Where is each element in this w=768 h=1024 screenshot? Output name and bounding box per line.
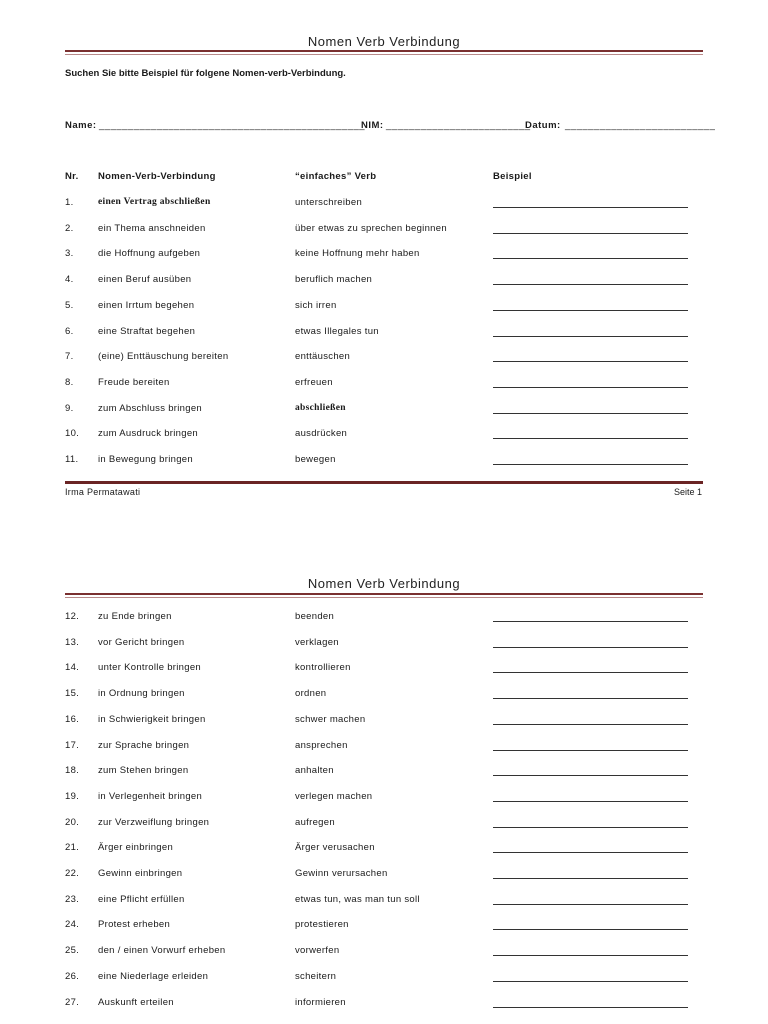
- row-number: 8.: [65, 376, 74, 388]
- row-number: 14.: [65, 662, 80, 674]
- nomen-verb-cell: unter Kontrolle bringen: [98, 662, 202, 674]
- row-number: 11.: [65, 454, 79, 465]
- row-number: 9.: [65, 402, 74, 414]
- title-rule: [65, 50, 703, 55]
- einfaches-verb-cell: scheitern: [295, 970, 337, 982]
- table-row: [0, 611, 768, 627]
- table-row: [0, 765, 768, 781]
- name-field[interactable]: ______________________________________________: [99, 120, 366, 131]
- nomen-verb-cell: in Verlegenheit bringen: [98, 790, 203, 802]
- beispiel-answer-line[interactable]: [493, 698, 688, 699]
- beispiel-answer-line[interactable]: [493, 361, 688, 362]
- einfaches-verb-cell: bewegen: [295, 454, 336, 465]
- einfaches-verb-cell: unterschreiben: [295, 197, 363, 208]
- einfaches-verb-cell: kontrollieren: [295, 662, 351, 674]
- nomen-verb-cell: eine Straftat begehen: [98, 325, 196, 337]
- table-row: [0, 997, 768, 1013]
- beispiel-answer-line[interactable]: [493, 284, 688, 285]
- datum-label: Datum:: [525, 120, 561, 131]
- beispiel-answer-line[interactable]: [493, 621, 688, 622]
- beispiel-answer-line[interactable]: [493, 955, 688, 956]
- einfaches-verb-cell: beenden: [295, 611, 335, 622]
- beispiel-answer-line[interactable]: [493, 775, 688, 776]
- nomen-verb-cell: in Bewegung bringen: [98, 454, 193, 465]
- nomen-verb-cell: Freude bereiten: [98, 376, 170, 388]
- table-row: [0, 351, 768, 367]
- row-number: 24.: [65, 919, 80, 931]
- einfaches-verb-cell: Gewinn verursachen: [295, 868, 388, 879]
- page-title: Nomen Verb Verbindung: [307, 34, 461, 49]
- beispiel-answer-line[interactable]: [493, 750, 688, 751]
- table-row: [0, 740, 768, 756]
- table-row: [0, 842, 768, 858]
- einfaches-verb-cell: über etwas zu sprechen beginnen: [295, 222, 447, 234]
- header-nomen-verb: Nomen-Verb-Verbindung: [98, 171, 216, 182]
- einfaches-verb-cell: ausdrücken: [295, 428, 348, 440]
- footer-page-number: Seite 1: [673, 487, 702, 497]
- row-number: 18.: [65, 765, 80, 777]
- nomen-verb-cell: Protest erheben: [98, 919, 171, 931]
- einfaches-verb-cell: sich irren: [295, 299, 337, 311]
- footer-author: Irma Permatawati: [65, 487, 141, 497]
- table-row: [0, 326, 768, 342]
- row-number: 6.: [65, 325, 74, 337]
- table-row: [0, 945, 768, 961]
- beispiel-answer-line[interactable]: [493, 852, 688, 853]
- beispiel-answer-line[interactable]: [493, 724, 688, 725]
- nomen-verb-cell: zu Ende bringen: [98, 611, 172, 622]
- beispiel-answer-line[interactable]: [493, 387, 688, 388]
- table-row: [0, 791, 768, 807]
- nomen-verb-cell: einen Beruf ausüben: [98, 274, 192, 286]
- nomen-verb-cell: in Ordnung bringen: [98, 688, 185, 700]
- nomen-verb-cell: zum Stehen bringen: [98, 765, 189, 777]
- row-number: 17.: [65, 739, 80, 751]
- header-beispiel: Beispiel: [493, 171, 532, 182]
- nim-field[interactable]: _________________________: [386, 120, 531, 131]
- row-number: 13.: [65, 636, 80, 648]
- row-number: 26.: [65, 970, 80, 982]
- einfaches-verb-cell: etwas Illegales tun: [295, 325, 379, 337]
- table-row: [0, 637, 768, 653]
- table-row: [0, 971, 768, 987]
- nomen-verb-cell: zur Sprache bringen: [98, 739, 190, 751]
- row-number: 12.: [65, 611, 80, 622]
- einfaches-verb-cell: aufregen: [295, 816, 335, 828]
- row-number: 21.: [65, 842, 80, 854]
- table-row: [0, 300, 768, 316]
- beispiel-answer-line[interactable]: [493, 233, 688, 234]
- header-einfaches-verb: “einfaches” Verb: [295, 171, 377, 182]
- einfaches-verb-cell: schwer machen: [295, 713, 366, 725]
- row-number: 2.: [65, 222, 74, 234]
- nomen-verb-cell: vor Gericht bringen: [98, 636, 185, 648]
- table-row: [0, 274, 768, 290]
- row-number: 10.: [65, 428, 80, 440]
- einfaches-verb-cell: vorwerfen: [295, 945, 340, 957]
- beispiel-answer-line[interactable]: [493, 310, 688, 311]
- nomen-verb-cell: die Hoffnung aufgeben: [98, 248, 201, 260]
- nomen-verb-cell: in Schwierigkeit bringen: [98, 713, 206, 725]
- nomen-verb-cell: zur Verzweiflung bringen: [98, 816, 210, 828]
- nomen-verb-cell: einen Irrtum begehen: [98, 299, 195, 311]
- row-number: 16.: [65, 713, 80, 725]
- beispiel-answer-line[interactable]: [493, 464, 688, 465]
- einfaches-verb-cell: erfreuen: [295, 376, 333, 388]
- table-row: [0, 403, 768, 419]
- table-row: [0, 248, 768, 264]
- nomen-verb-cell: ein Thema anschneiden: [98, 222, 206, 234]
- einfaches-verb-cell: ordnen: [295, 688, 327, 700]
- row-number: 4.: [65, 274, 74, 286]
- einfaches-verb-cell: keine Hoffnung mehr haben: [295, 248, 420, 260]
- table-row: [0, 223, 768, 239]
- table-row: [0, 817, 768, 833]
- beispiel-answer-line[interactable]: [493, 1007, 688, 1008]
- nomen-verb-cell: zum Abschluss bringen: [98, 402, 202, 414]
- einfaches-verb-cell: anhalten: [295, 765, 334, 777]
- beispiel-answer-line[interactable]: [493, 929, 688, 930]
- einfaches-verb-cell: protestieren: [295, 919, 349, 931]
- row-number: 1.: [65, 197, 74, 208]
- beispiel-answer-line[interactable]: [493, 827, 688, 828]
- table-row: [0, 454, 768, 470]
- page-title-2: Nomen Verb Verbindung: [307, 576, 461, 591]
- beispiel-answer-line[interactable]: [493, 258, 688, 259]
- title-rule-2: [65, 593, 703, 598]
- row-number: 20.: [65, 816, 80, 828]
- beispiel-answer-line[interactable]: [493, 438, 688, 439]
- table-row: [0, 197, 768, 213]
- row-number: 22.: [65, 868, 80, 879]
- beispiel-answer-line[interactable]: [493, 413, 688, 414]
- header-nr: Nr.: [65, 171, 79, 182]
- nomen-verb-cell: Gewinn einbringen: [98, 868, 183, 879]
- name-label: Name:: [65, 120, 97, 131]
- einfaches-verb-cell: beruflich machen: [295, 274, 373, 286]
- table-row: [0, 714, 768, 730]
- row-number: 3.: [65, 248, 74, 260]
- nomen-verb-cell: (eine) Enttäuschung bereiten: [98, 351, 229, 363]
- einfaches-verb-cell: enttäuschen: [295, 351, 351, 363]
- beispiel-answer-line[interactable]: [493, 981, 688, 982]
- einfaches-verb-cell: informieren: [295, 996, 346, 1008]
- einfaches-verb-cell: etwas tun, was man tun soll: [295, 893, 420, 905]
- table-row: [0, 688, 768, 704]
- row-number: 23.: [65, 893, 80, 905]
- einfaches-verb-cell: ansprechen: [295, 739, 348, 751]
- einfaches-verb-cell: abschließen: [295, 402, 346, 413]
- nomen-verb-cell: eine Pflicht erfüllen: [98, 893, 185, 905]
- nomen-verb-cell: einen Vertrag abschließen: [98, 197, 211, 207]
- table-row: [0, 428, 768, 444]
- nim-label: NIM:: [361, 120, 384, 131]
- instruction-text: Suchen Sie bitte Beispiel für folgene Nomen-verb-Verbindung.: [65, 68, 346, 79]
- row-number: 27.: [65, 996, 80, 1008]
- table-row: [0, 377, 768, 393]
- beispiel-answer-line[interactable]: [493, 336, 688, 337]
- row-number: 7.: [65, 351, 74, 363]
- einfaches-verb-cell: verklagen: [295, 636, 339, 648]
- row-number: 5.: [65, 299, 74, 311]
- table-row: [0, 662, 768, 678]
- beispiel-answer-line[interactable]: [493, 904, 688, 905]
- nomen-verb-cell: Ärger einbringen: [98, 842, 174, 854]
- beispiel-answer-line[interactable]: [493, 672, 688, 673]
- einfaches-verb-cell: Ärger verusachen: [295, 842, 375, 854]
- nomen-verb-cell: eine Niederlage erleiden: [98, 970, 209, 982]
- nomen-verb-cell: Auskunft erteilen: [98, 996, 174, 1008]
- row-number: 19.: [65, 790, 80, 802]
- datum-field[interactable]: __________________________: [565, 120, 716, 131]
- table-row: [0, 919, 768, 935]
- row-number: 25.: [65, 945, 80, 957]
- table-row: [0, 894, 768, 910]
- einfaches-verb-cell: verlegen machen: [295, 790, 373, 802]
- row-number: 15.: [65, 688, 80, 700]
- beispiel-answer-line[interactable]: [493, 647, 688, 648]
- beispiel-answer-line[interactable]: [493, 801, 688, 802]
- nomen-verb-cell: den / einen Vorwurf erheben: [98, 945, 226, 957]
- table-row: [0, 868, 768, 884]
- nomen-verb-cell: zum Ausdruck bringen: [98, 428, 198, 440]
- beispiel-answer-line[interactable]: [493, 207, 688, 208]
- beispiel-answer-line[interactable]: [493, 878, 688, 879]
- footer-rule: [65, 481, 703, 484]
